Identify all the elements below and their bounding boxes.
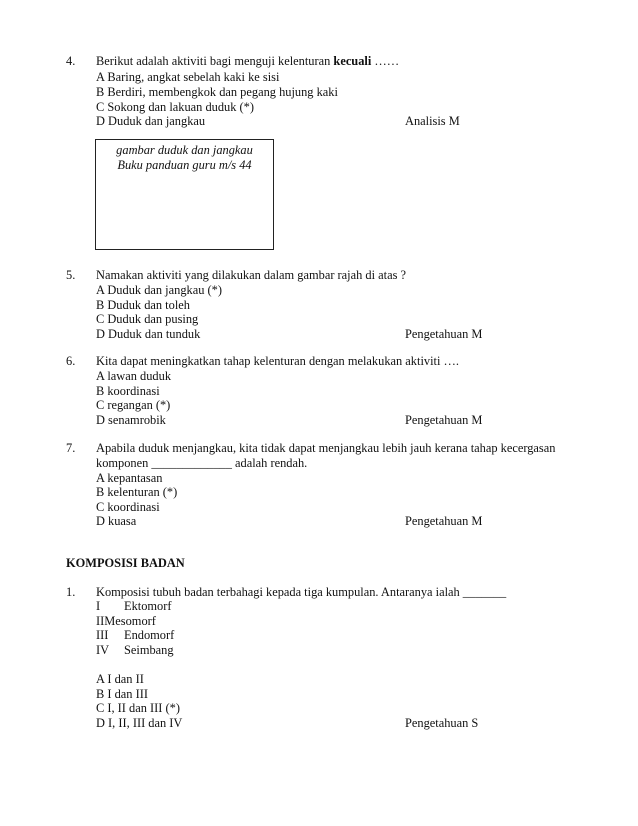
question-6-option-c: C regangan (*) (96, 398, 171, 412)
question-4-stem-ellipsis: …… (371, 54, 400, 68)
question-7-number: 7. (66, 441, 76, 455)
roman-item-label: Seimbang (124, 643, 174, 657)
roman-item-label: Endomorf (124, 628, 175, 642)
section-heading: KOMPOSISI BADAN (66, 556, 185, 570)
question-5-number: 5. (66, 268, 76, 282)
section-question-1-number: 1. (66, 585, 76, 599)
question-7-option-a: A kepantasan (96, 471, 163, 485)
question-6-option-b: B koordinasi (96, 384, 160, 398)
roman-numeral: III (96, 628, 109, 642)
question-7-option-b: B kelenturan (*) (96, 485, 178, 499)
question-7-stem-line-2: komponen _____________ adalah rendah. (96, 456, 308, 470)
question-5-option-c: C Duduk dan pusing (96, 312, 199, 326)
question-7-tag: Pengetahuan M (405, 514, 483, 528)
question-5-stem: Namakan aktiviti yang dilakukan dalam gambar rajah di atas ? (96, 268, 406, 282)
section-question-1-option-b: B I dan III (96, 687, 148, 701)
section-question-1-option-a: A I dan II (96, 672, 144, 686)
roman-numeral: IV (96, 643, 110, 657)
question-7-option-d: D kuasa (96, 514, 137, 528)
section-question-1-option-c: C I, II dan III (*) (96, 701, 180, 715)
roman-item-4 (96, 643, 174, 658)
roman-item-label: Mesomorf (104, 614, 156, 628)
question-4-tag: Analisis M (405, 114, 460, 128)
roman-item-1 (96, 599, 172, 614)
roman-item-2 (96, 614, 156, 629)
question-6-tag: Pengetahuan M (405, 413, 483, 427)
question-4-option-d: D Duduk dan jangkau (96, 114, 206, 128)
question-4-option-a: A Baring, angkat sebelah kaki ke sisi (96, 70, 280, 84)
question-6-number: 6. (66, 354, 76, 368)
section-question-1-stem: Komposisi tubuh badan terbahagi kepada tiga kumpulan. Antaranya ialah _______ (96, 585, 507, 599)
question-5-option-d: D Duduk dan tunduk (96, 327, 201, 341)
roman-numeral: II (96, 614, 105, 628)
question-7-option-c: C koordinasi (96, 500, 160, 514)
image-placeholder-box (95, 139, 274, 250)
question-4-option-b: B Berdiri, membengkok dan pegang hujung kaki (96, 85, 338, 99)
question-6-option-d: D senamrobik (96, 413, 166, 427)
question-4-stem-text: Berikut adalah aktiviti bagi menguji kelenturan (96, 54, 334, 68)
section-question-1-tag: Pengetahuan S (405, 716, 479, 730)
question-7-stem-line-1: Apabila duduk menjangkau, kita tidak dapat menjangkau lebih jauh kerana tahap kecergasan (96, 441, 556, 455)
image-caption-line-2: Buku panduan guru m/s 44 (117, 158, 252, 172)
question-6-option-a: A lawan duduk (96, 369, 172, 383)
question-5-option-a: A Duduk dan jangkau (*) (96, 283, 222, 297)
image-caption-line-1: gambar duduk dan jangkau (116, 143, 253, 157)
roman-item-3 (96, 628, 174, 643)
question-4-stem-keyword: kecuali (333, 54, 372, 68)
question-6-stem: Kita dapat meningkatkan tahap kelenturan dengan melakukan aktiviti …. (96, 354, 459, 368)
question-4-option-c: C Sokong dan lakuan duduk (*) (96, 100, 254, 114)
question-4-stem (96, 54, 399, 69)
question-5-tag: Pengetahuan M (405, 327, 483, 341)
question-4-number: 4. (66, 54, 76, 68)
roman-item-label: Ektomorf (124, 599, 172, 613)
roman-numeral: I (96, 599, 101, 613)
question-5-option-b: B Duduk dan toleh (96, 298, 190, 312)
section-question-1-option-d: D I, II, III dan IV (96, 716, 183, 730)
